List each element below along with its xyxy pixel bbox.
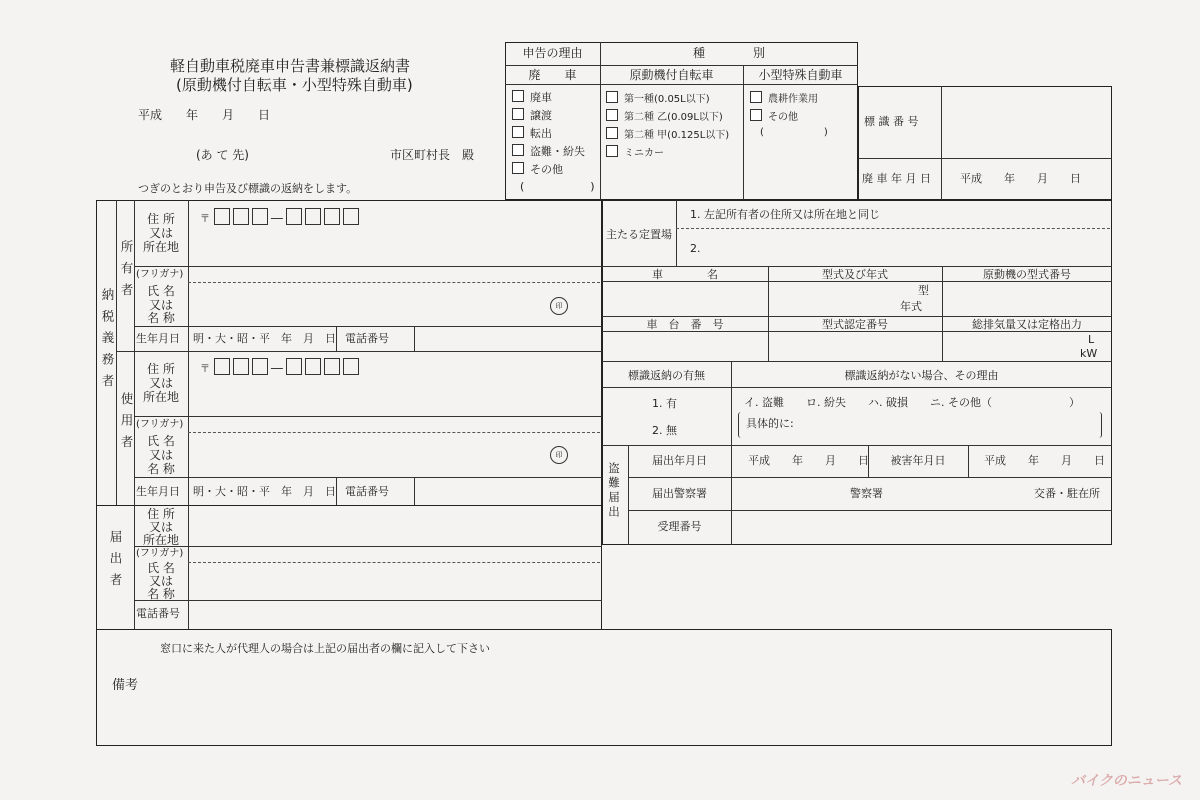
date-line: 平成 年 月 日 — [138, 108, 271, 122]
damage-date-label: 被害年月日 — [890, 454, 946, 467]
user-name-label-3: 名 称 — [147, 462, 175, 476]
station-label: 届出警察署 — [652, 487, 707, 500]
haisha-header: 廃 車 — [528, 68, 577, 82]
vehicle-name-header: 車 名 — [652, 268, 718, 281]
owner-label: 所有者 — [119, 240, 134, 305]
owner-birth-value[interactable]: 明・大・昭・平 年 月 日 — [193, 332, 336, 345]
filer-address-label-3: 所在地 — [142, 533, 179, 547]
displacement-header: 総排気量又は定格出力 — [972, 318, 1082, 331]
owner-birth-label: 生年月日 — [136, 332, 180, 345]
storage-option-1[interactable]: 1. 左記所有者の住所又は所在地と同じ — [690, 208, 880, 221]
filer-phone-field[interactable] — [190, 602, 600, 628]
filer-address-label-1: 住 所 — [147, 507, 175, 521]
watermark-logo: バイクのニュース — [1070, 773, 1182, 789]
checkbox[interactable] — [512, 162, 524, 174]
filer-address-label-2: 又は — [148, 520, 173, 534]
owner-address-label-3: 所在地 — [142, 240, 179, 254]
moped-type-3[interactable]: 第二種 甲(0.125L以下) — [606, 127, 729, 142]
owner-seal-icon: 印 — [550, 297, 568, 315]
kind-header: 種 別 — [692, 46, 765, 60]
filer-name-label-1: 氏 名 — [147, 561, 175, 575]
special-type-2[interactable]: その他 — [750, 109, 798, 124]
return-header: 標識返納の有無 — [628, 369, 705, 382]
reason-tenshutsu[interactable]: 転出 — [512, 126, 552, 140]
user-address-label-1: 住 所 — [147, 362, 175, 376]
report-date-value[interactable]: 平成 年 月 日 — [748, 454, 869, 467]
checkbox[interactable] — [512, 108, 524, 120]
user-phone-label: 電話番号 — [345, 485, 389, 498]
checkbox[interactable] — [606, 91, 618, 103]
haisha-date-label: 廃 車 年 月 日 — [862, 172, 931, 185]
owner-furigana-label: (フリガナ) — [136, 269, 184, 280]
return-yes[interactable]: 1. 有 — [652, 397, 677, 410]
theft-label: 盗難届出 — [607, 462, 621, 520]
filer-name-field[interactable] — [190, 564, 600, 598]
plate-number-field[interactable] — [943, 88, 1110, 156]
addressee: 市区町村長 殿 — [390, 148, 475, 162]
station-value[interactable]: 警察署 — [850, 487, 883, 500]
haisha-date-value[interactable]: 平成 年 月 日 — [960, 172, 1081, 185]
model-year-header: 型式及び年式 — [822, 268, 888, 281]
storage-label: 主たる定置場 — [606, 228, 672, 241]
remarks-label: 備考 — [112, 678, 139, 693]
remarks-note: 窓口に来た人が代理人の場合は上記の届出者の欄に記入して下さい — [160, 642, 490, 655]
moped-type-2[interactable]: 第二種 乙(0.09L以下) — [606, 109, 723, 124]
taxpayer-section-label: 納税義務者 — [100, 288, 115, 396]
engine-header: 原動機の型式番号 — [983, 268, 1071, 281]
user-address-label-2: 又は — [148, 376, 173, 390]
plate-number-label: 標 識 番 号 — [864, 115, 919, 128]
reason-haisha[interactable]: 廃車 — [512, 90, 552, 104]
checkbox[interactable] — [512, 144, 524, 156]
user-postal-code[interactable]: 〒 ― — [200, 358, 362, 376]
no-return-reasons[interactable]: イ. 盗難 ロ. 紛失 ハ. 破損 ニ. その他（ ） — [744, 396, 1080, 409]
checkbox[interactable] — [512, 90, 524, 102]
checkbox[interactable] — [606, 145, 618, 157]
form-subtitle: (原動機付自転車・小型特殊自動車) — [176, 76, 413, 94]
special-paren: ( ) — [760, 127, 828, 138]
user-furigana-label: (フリガナ) — [136, 419, 184, 430]
reason-jouto[interactable]: 譲渡 — [512, 108, 552, 122]
owner-postal-code[interactable]: 〒 ― — [200, 208, 362, 226]
intro-text: つぎのとおり申告及び標識の返納をします。 — [138, 182, 358, 195]
return-no[interactable]: 2. 無 — [652, 424, 677, 437]
filer-name-label-3: 名 称 — [147, 587, 175, 601]
user-seal-icon: 印 — [550, 446, 568, 464]
owner-name-label-1: 氏 名 — [147, 284, 175, 298]
storage-option-2[interactable]: 2. — [690, 242, 701, 255]
filer-furigana-label: (フリガナ) — [136, 548, 184, 559]
moped-header: 原動機付自転車 — [629, 68, 714, 82]
reason-tounan[interactable]: 盗難・紛失 — [512, 144, 585, 158]
user-birth-value[interactable]: 明・大・昭・平 年 月 日 — [193, 485, 336, 498]
user-address-label-3: 所在地 — [142, 390, 179, 404]
addressee-label: (あ て 先) — [196, 148, 249, 162]
year-suffix: 年式 — [900, 300, 922, 313]
damage-date-value[interactable]: 平成 年 月 日 — [984, 454, 1105, 467]
model-suffix: 型 — [918, 284, 929, 297]
receipt-field[interactable] — [733, 512, 1110, 543]
user-name-label-2: 又は — [148, 448, 173, 462]
concrete-label: 具体的に: — [746, 417, 794, 430]
owner-name-label-2: 又は — [148, 298, 173, 312]
chassis-header: 車 台 番 号 — [646, 318, 724, 331]
filer-phone-label: 電話番号 — [136, 607, 180, 620]
filer-address-field[interactable] — [190, 507, 600, 545]
moped-type-4[interactable]: ミニカー — [606, 145, 664, 160]
owner-phone-label: 電話番号 — [345, 332, 389, 345]
checkbox[interactable] — [606, 127, 618, 139]
report-date-label: 届出年月日 — [652, 454, 707, 467]
user-name-label-1: 氏 名 — [147, 434, 175, 448]
reason-paren: ( ) — [520, 180, 595, 193]
checkbox[interactable] — [606, 109, 618, 121]
unit-l: L — [1088, 333, 1095, 346]
checkbox[interactable] — [750, 91, 762, 103]
special-header: 小型特殊自動車 — [758, 68, 843, 82]
checkbox[interactable] — [512, 126, 524, 138]
owner-address-label-2: 又は — [148, 226, 173, 240]
special-type-1[interactable]: 農耕作業用 — [750, 91, 818, 106]
filer-section-label: 届出者 — [108, 530, 123, 595]
owner-address-label-1: 住 所 — [147, 212, 175, 226]
unit-kw: kW — [1080, 347, 1098, 360]
reason-header: 申告の理由 — [522, 46, 583, 60]
form-title: 軽自動車税廃車申告書兼標識返納書 — [170, 57, 411, 75]
koban-label: 交番・駐在所 — [1034, 487, 1100, 500]
user-birth-label: 生年月日 — [136, 485, 180, 498]
no-return-reason-header: 標識返納がない場合、その理由 — [844, 369, 999, 382]
owner-name-label-3: 名 称 — [147, 311, 175, 325]
receipt-label: 受理番号 — [657, 520, 702, 533]
user-label: 使用者 — [119, 392, 134, 457]
cert-header: 型式認定番号 — [822, 318, 888, 331]
moped-type-1[interactable]: 第一種(0.05L以下) — [606, 91, 710, 106]
checkbox[interactable] — [750, 109, 762, 121]
filer-name-label-2: 又は — [148, 574, 173, 588]
reason-other[interactable]: その他 — [512, 162, 563, 176]
